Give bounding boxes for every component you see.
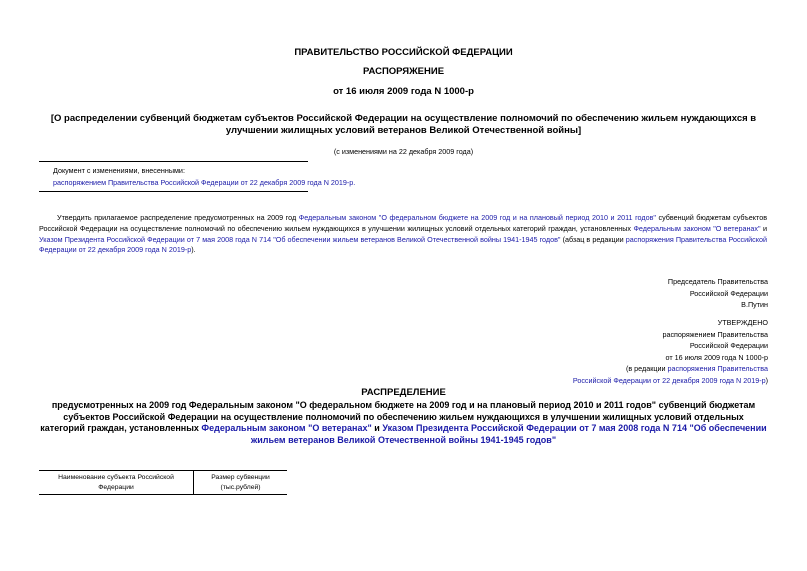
approval-revision-link-1[interactable]: распоряжения Правительства <box>667 364 768 373</box>
main-paragraph-text-2: субвенций бюджетам субъектов Российской Федерации на осуществление полномочий по обеспечению жильем нуждающихся в улучшении жилищных условий отдельных категорий граждан, установленных <box>39 213 768 233</box>
approval-line-4 <box>573 363 768 375</box>
document-date-number: от 16 июля 2009 года N 1000-р <box>333 86 474 97</box>
government-title: ПРАВИТЕЛЬСТВО РОССИЙСКОЙ ФЕДЕРАЦИИ <box>294 47 513 58</box>
main-paragraph <box>39 213 767 256</box>
revision-order-link[interactable]: распоряжения Правительства Российской Федерации от 22 декабря 2009 года N 2019-р <box>39 234 767 255</box>
approval-line-5 <box>573 375 768 387</box>
approval-line-1: распоряжением Правительства <box>662 329 768 339</box>
amendments-bottom-divider <box>39 191 308 192</box>
approval-line-4-text: (в редакции <box>625 364 668 373</box>
distribution-presidential-decree-link[interactable]: Указом Президента Российской Федерации от 7 мая 2008 года N 714 "Об обеспечении жильем ветеранов Великой Отечественной войны 1941-1945 годов" <box>250 423 767 445</box>
presidential-decree-link[interactable]: Указом Президента Российской Федерации от 7 мая 2008 года N 714 "Об обеспечении жильем ветеранов Великой Отечественной войны 1941-1945 годов" <box>39 234 561 244</box>
approval-revision-link-2[interactable]: Российской Федерации от 22 декабря 2009 года N 2019-р <box>572 375 766 385</box>
main-paragraph-text-1: Утвердить прилагаемое распределение предусмотренных на 2009 год <box>57 213 299 222</box>
approval-block <box>573 317 768 386</box>
signature-block <box>668 276 768 311</box>
approval-line-3: от 16 июля 2009 года N 1000-р <box>665 352 768 362</box>
document-heading: [О распределении субвенций бюджетам субъектов Российской Федерации на осуществление полномочий по обеспечению жильем нуждающихся в улучшении жилищных условий ветеранов Великой Отечественной войны] <box>50 113 757 136</box>
approval-line-5-text: ) <box>765 375 768 385</box>
amendments-label: Документ с изменениями, внесенными: <box>53 166 185 175</box>
distribution-text-2: и <box>371 423 383 433</box>
subvention-table <box>39 470 287 495</box>
amendment-link[interactable]: распоряжением Правительства Российской Федерации от 22 декабря 2009 года N 2019-р. <box>53 178 356 187</box>
approval-line-2: Российской Федерации <box>689 341 768 350</box>
amendments-top-divider <box>39 161 308 162</box>
main-paragraph-text-4: (абзац в редакции <box>560 234 626 244</box>
distribution-description <box>40 400 767 446</box>
table-header-row <box>39 471 287 495</box>
signature-name: В.Путин <box>741 300 768 309</box>
federal-budget-law-link[interactable]: Федеральным законом "О федеральном бюджете на 2009 год и на плановый период 2010 и 2011 годов" <box>298 213 656 222</box>
changes-note: (с изменениями на 22 декабря 2009 года) <box>333 147 474 156</box>
table-header-amount: Размер субвенции (тыс.рублей) <box>194 471 288 495</box>
document-type: РАСПОРЯЖЕНИЕ <box>362 66 445 77</box>
distribution-text-1: предусмотренных на 2009 год Федеральным законом "О федеральном бюджете на 2009 год и на плановый период 2010 и 2011 годов" субвенций бюджетам субъектов Российской Федерации на осуществление полномочий по обеспечению жильем нуждающихся в улучшении жилищных условий отдельных категорий граждан, установленных <box>40 400 756 433</box>
distribution-veterans-law-link[interactable]: Федеральным законом "О ветеранах" <box>201 423 372 433</box>
signature-position-line-1: Председатель Правительства <box>667 277 768 286</box>
signature-position-line-2: Российской Федерации <box>689 288 768 298</box>
table-header-region: Наименование субъекта Российской Федерации <box>39 471 194 495</box>
veterans-law-link[interactable]: Федеральным законом "О ветеранах" <box>633 223 761 233</box>
distribution-title: РАСПРЕДЕЛЕНИЕ <box>361 387 446 398</box>
main-paragraph-text-3: и <box>760 223 768 233</box>
main-paragraph-text-5: ). <box>191 245 196 255</box>
approval-title: УТВЕРЖДЕНО <box>717 318 768 327</box>
